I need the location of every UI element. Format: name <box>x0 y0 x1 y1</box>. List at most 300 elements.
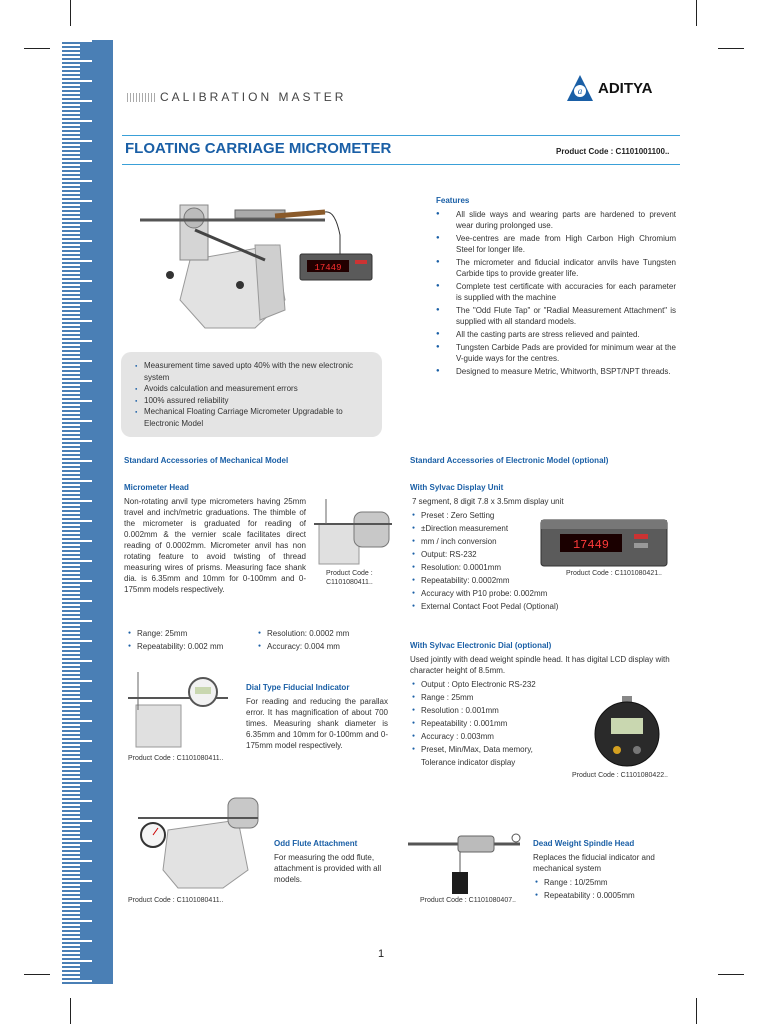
ruler-tick <box>62 144 80 146</box>
ruler-tick <box>62 380 92 382</box>
ruler-tick <box>62 684 80 686</box>
odd-flute-attachment-image <box>128 790 268 890</box>
ruler-tick <box>62 368 80 370</box>
ruler-tick <box>62 972 80 974</box>
spec-item: ● Repeatability : 0.001mm <box>412 717 560 730</box>
ruler-tick <box>62 464 80 466</box>
ruler-tick <box>62 388 80 390</box>
floating-carriage-micrometer-image <box>135 190 375 335</box>
ruler-tick <box>62 856 80 858</box>
ruler-tick <box>62 140 92 142</box>
ruler-tick <box>62 280 92 282</box>
ruler-tick <box>62 728 80 730</box>
ruler-tick <box>62 924 80 926</box>
ruler-tick <box>62 356 80 358</box>
ruler-tick <box>62 756 80 758</box>
ruler-tick <box>62 360 92 362</box>
ruler-tick <box>62 872 80 874</box>
ruler-tick <box>62 88 80 90</box>
ruler-tick <box>62 272 80 274</box>
ruler-tick <box>62 412 80 414</box>
ruler-tick <box>62 116 80 118</box>
ruler-tick <box>62 80 92 82</box>
crop-mark <box>24 48 50 49</box>
ruler-tick <box>62 320 92 322</box>
ruler-tick <box>62 624 80 626</box>
ruler-tick <box>62 884 80 886</box>
ruler-tick <box>62 240 92 242</box>
ruler-tick <box>62 260 92 262</box>
sylvac-display-unit-image <box>540 518 668 568</box>
ruler-tick <box>62 596 80 598</box>
ruler-tick <box>62 584 80 586</box>
ruler-tick <box>62 536 80 538</box>
ruler-tick <box>62 556 80 558</box>
product-code: Product Code : C1101001100.. <box>556 147 670 156</box>
ruler-tick <box>62 640 92 642</box>
ruler-tick <box>62 196 80 198</box>
ruler-tick <box>62 424 80 426</box>
ruler-tick <box>62 120 92 122</box>
feature-item: ● Complete test certificate with accuracies for each parameter is supplied with the machine <box>436 281 676 303</box>
spec-item: ● Output : Opto Electronic RS-232 <box>412 678 560 691</box>
ruler-tick <box>62 484 80 486</box>
ruler-tick <box>62 692 80 694</box>
ruler-tick <box>62 820 92 822</box>
ruler-tick <box>62 92 80 94</box>
display-reading: 17449 <box>314 263 342 273</box>
ruler-tick <box>62 400 92 402</box>
dial-indicator-title: Dial Type Fiducial Indicator <box>246 683 350 692</box>
summary-item: ● 100% assured reliability <box>135 395 372 407</box>
spec-item: ● Output: RS-232 <box>412 548 582 561</box>
ruler-tick <box>62 192 80 194</box>
ruler-tick <box>62 244 80 246</box>
dead-weight-text: Replaces the fiducial indicator and mechanical system <box>533 853 655 873</box>
dead-weight-specs <box>535 876 675 902</box>
ruler-tick <box>62 572 80 574</box>
brand-text: CALIBRATION MASTER <box>160 90 347 104</box>
ruler-tick <box>62 224 80 226</box>
ruler-tick <box>62 664 80 666</box>
mechanical-accessories-heading: Standard Accessories of Mechanical Model <box>124 456 289 465</box>
ruler-tick <box>62 416 80 418</box>
ruler-tick <box>62 544 80 546</box>
ruler-tick <box>62 824 80 826</box>
ruler-tick <box>62 312 80 314</box>
micrometer-head-text: Non-rotating anvil type micrometers having 25mm travel and inch/metric graduations. The thimble of the micrometer is graduated for reading of 0.002mm & the vernier scale facilitates direct reading of 0.0002mm. Micrometer anvil has non rotating feature to avoid twisting of thread measuring wires of prisms. Measuring face shank dia. is 6.35mm and 10mm for 0-100mm and 0-175mm models respectively. <box>124 497 306 594</box>
summary-item: ● Avoids calculation and measurement errors <box>135 383 372 395</box>
crop-mark <box>718 974 744 975</box>
ruler-tick <box>62 84 80 86</box>
ruler-tick <box>62 708 80 710</box>
ruler-tick <box>62 384 80 386</box>
svg-text:a: a <box>577 86 583 96</box>
ruler-tick <box>62 632 80 634</box>
ruler-tick <box>62 404 80 406</box>
ruler-tick <box>62 764 80 766</box>
ruler-tick <box>62 760 92 762</box>
ruler-tick <box>62 104 80 106</box>
ruler-tick <box>62 888 80 890</box>
ruler-tick <box>62 500 92 502</box>
spec-item: ● Accuracy with P10 probe: 0.002mm <box>412 587 582 600</box>
ruler-tick <box>62 284 80 286</box>
ruler-tick <box>62 672 80 674</box>
spec-item: ● Repeatability: 0.002 mm <box>128 640 258 653</box>
ruler-tick <box>62 268 80 270</box>
ruler-tick <box>62 448 80 450</box>
ruler-tick <box>62 372 80 374</box>
ruler-tick <box>62 520 92 522</box>
ruler-tick <box>62 876 80 878</box>
ruler-tick <box>62 656 80 658</box>
crop-mark <box>70 998 71 1024</box>
ruler-tick <box>62 832 80 834</box>
ruler-tick <box>62 932 80 934</box>
display-unit-code: Product Code : C1101080421.. <box>566 570 662 577</box>
ruler-tick <box>62 96 80 98</box>
divider <box>122 164 680 165</box>
dial-indicator-text: For reading and reducing the parallax error. It has magnification of about 700 times. Measuring shank diameter is 6.35mm and 10mm for 0-100mm and 0-175mm model respectively. <box>246 697 388 750</box>
ruler-tick <box>62 328 80 330</box>
ruler-tick <box>62 840 92 842</box>
ruler-tick <box>62 740 92 742</box>
ruler-tick <box>62 276 80 278</box>
ruler-tick <box>62 768 80 770</box>
ruler-tick <box>62 704 80 706</box>
spec-item: ● Preset : Zero Setting <box>412 509 582 522</box>
ruler-tick <box>62 700 92 702</box>
display-unit-image <box>300 254 372 280</box>
electronic-dial-title: With Sylvac Electronic Dial (optional) <box>410 641 552 650</box>
ruler-tick <box>62 168 80 170</box>
summary-item: ● Mechanical Floating Carriage Micrometer Upgradable to Electronic Model <box>135 406 372 429</box>
ruler-tick <box>62 264 80 266</box>
display-unit-title: With Sylvac Display Unit <box>410 483 504 492</box>
ruler-tick <box>62 428 80 430</box>
ruler-tick <box>62 444 80 446</box>
ruler-tick <box>62 952 80 954</box>
dead-weight-spindle-image <box>408 826 528 896</box>
ruler-tick <box>62 724 80 726</box>
electronic-accessories-heading: Standard Accessories of Electronic Model (optional) <box>410 456 609 465</box>
ruler-tick <box>62 552 80 554</box>
ruler-tick <box>62 504 80 506</box>
ruler-tick <box>62 512 80 514</box>
ruler-tick <box>62 352 80 354</box>
ruler-tick <box>62 52 80 54</box>
ruler-tick <box>62 172 80 174</box>
ruler-tick <box>62 660 92 662</box>
dial-indicator-code: Product Code : C1101080411.. <box>128 755 224 762</box>
ruler-tick <box>62 156 80 158</box>
ruler-tick <box>62 752 80 754</box>
ruler-tick <box>62 600 92 602</box>
feature-item: ● All slide ways and wearing parts are hardened to prevent wear during prolonged use. <box>436 209 676 231</box>
micrometer-head-image <box>314 494 394 569</box>
ruler-tick <box>62 896 80 898</box>
ruler-tick <box>62 332 80 334</box>
ruler-tick <box>62 916 80 918</box>
ruler-tick <box>62 880 92 882</box>
ruler-tick <box>62 72 80 74</box>
spec-item: ● ±Direction measurement <box>412 522 582 535</box>
ruler-tick <box>62 944 80 946</box>
ruler-tick <box>62 468 80 470</box>
ruler-tick <box>62 548 80 550</box>
ruler-tick <box>62 676 80 678</box>
ruler-tick <box>62 828 80 830</box>
divider <box>122 135 680 136</box>
ruler-tick <box>62 712 80 714</box>
ruler-tick <box>62 848 80 850</box>
feature-item: ● The micrometer and fiducial indicator anvils have Tungsten Carbide tips to provide greater life. <box>436 257 676 279</box>
odd-flute-code: Product Code : C1101080411.. <box>128 897 224 904</box>
ruler-tick <box>62 252 80 254</box>
ruler-tick <box>62 608 80 610</box>
ruler-tick <box>62 124 80 126</box>
ruler-tick <box>62 348 80 350</box>
ruler-tick <box>62 220 92 222</box>
ruler-tick <box>62 216 80 218</box>
display-unit-reading: 17449 <box>572 538 610 552</box>
ruler-tick <box>62 816 80 818</box>
ruler-tick <box>62 76 80 78</box>
ruler-tick <box>62 808 80 810</box>
electronic-dial-text: Used jointly with dead weight spindle head. It has digital LCD display with character height of 8.5mm. <box>410 655 670 675</box>
ruler-tick <box>62 108 80 110</box>
ruler-tick <box>62 736 80 738</box>
electronic-dial-image <box>592 696 667 771</box>
ruler-tick <box>62 716 80 718</box>
ruler-tick <box>62 476 80 478</box>
ruler-tick <box>62 316 80 318</box>
ruler-tick <box>62 408 80 410</box>
ruler-tick <box>62 100 92 102</box>
ruler-tick <box>62 688 80 690</box>
ruler-tick <box>62 836 80 838</box>
odd-flute-title: Odd Flute Attachment <box>274 839 358 848</box>
ruler-tick <box>62 968 80 970</box>
brand-header <box>127 90 346 104</box>
ruler-tick <box>62 784 80 786</box>
crop-mark <box>696 0 697 26</box>
spec-item: ● Resolution: 0.0001mm <box>412 561 582 574</box>
ruler-tick <box>62 364 80 366</box>
ruler-tick <box>62 920 92 922</box>
ruler-tick <box>62 200 92 202</box>
ruler-tick <box>62 748 80 750</box>
micrometer-head-code: Product Code : C1101080411.. <box>326 570 373 586</box>
ruler-tick <box>62 580 92 582</box>
ruler-tick <box>62 868 80 870</box>
ruler-tick <box>62 480 92 482</box>
ruler-tick <box>62 440 92 442</box>
ruler-tick <box>62 396 80 398</box>
spec-item: ● Accuracy : 0.003mm <box>412 730 560 743</box>
micrometer-specs-right <box>258 627 388 653</box>
ruler-tick <box>62 540 92 542</box>
ruler-tick <box>62 532 80 534</box>
ruler-tick <box>62 188 80 190</box>
ruler-tick <box>62 976 80 978</box>
ruler-tick <box>62 936 80 938</box>
ruler-tick <box>62 392 80 394</box>
ruler-tick <box>62 176 80 178</box>
ruler-tick <box>62 900 92 902</box>
ruler-tick <box>62 960 92 962</box>
ruler-tick <box>62 324 80 326</box>
display-unit-text: 7 segment, 8 digit 7.8 x 3.5mm display unit <box>412 497 564 506</box>
dead-weight-title: Dead Weight Spindle Head <box>533 839 635 848</box>
feature-item: ● All the casting parts are stress relieved and painted. <box>436 329 676 340</box>
spec-item: ● Resolution : 0.001mm <box>412 704 560 717</box>
feature-item: ● Designed to measure Metric, Whitworth, BSPT/NPT threads. <box>436 366 676 377</box>
ruler-tick <box>62 892 80 894</box>
ruler-tick <box>62 956 80 958</box>
ruler-tick <box>62 180 92 182</box>
crop-mark <box>70 0 71 26</box>
ruler-tick <box>62 488 80 490</box>
ruler-tick <box>62 460 92 462</box>
ruler-tick <box>62 212 80 214</box>
ruler-tick <box>62 576 80 578</box>
ruler-tick <box>62 564 80 566</box>
ruler-tick <box>62 904 80 906</box>
ruler-tick <box>62 668 80 670</box>
brand-bars-icon <box>127 93 157 102</box>
ruler-tick <box>62 864 80 866</box>
ruler-tick <box>62 652 80 654</box>
ruler-tick <box>62 732 80 734</box>
ruler-tick <box>62 248 80 250</box>
ruler-tick <box>62 436 80 438</box>
ruler-tick <box>62 164 80 166</box>
crop-mark <box>718 48 744 49</box>
ruler-tick <box>62 56 80 58</box>
spec-item: ● Repeatability: 0.0002mm <box>412 574 582 587</box>
ruler-tick <box>62 912 80 914</box>
electronic-dial-specs <box>412 678 560 769</box>
ruler-tick <box>62 804 80 806</box>
ruler-tick <box>62 232 80 234</box>
ruler-tick <box>62 296 80 298</box>
decorative-ruler <box>62 40 113 984</box>
ruler-tick <box>62 152 80 154</box>
ruler-tick <box>62 940 92 942</box>
ruler-tick <box>62 456 80 458</box>
dead-weight-code: Product Code : C1101080407.. <box>420 897 516 904</box>
ruler-tick <box>62 492 80 494</box>
ruler-tick <box>62 788 80 790</box>
ruler-tick <box>62 48 80 50</box>
ruler-tick <box>62 40 92 42</box>
ruler-tick <box>62 204 80 206</box>
ruler-tick <box>62 420 92 422</box>
ruler-tick <box>62 964 80 966</box>
ruler-tick <box>62 620 92 622</box>
ruler-tick <box>62 780 92 782</box>
ruler-tick <box>62 256 80 258</box>
ruler-tick <box>62 528 80 530</box>
ruler-tick <box>62 112 80 114</box>
ruler-tick <box>62 340 92 342</box>
features-heading: Features <box>436 196 470 205</box>
spec-item: ● Range : 25mm <box>412 691 560 704</box>
ruler-tick <box>62 376 80 378</box>
spec-item: ● Accuracy: 0.004 mm <box>258 640 388 653</box>
feature-item: ● Tungsten Carbide Pads are provided for minimum wear at the V-guide ways for the centres. <box>436 342 676 364</box>
feature-item: ● Vee-centres are made from High Carbon High Chromium Steel for longer life. <box>436 233 676 255</box>
spec-item: ● Range : 10/25mm <box>535 876 675 889</box>
ruler-tick <box>62 336 80 338</box>
ruler-tick <box>62 792 80 794</box>
ruler-tick <box>62 148 80 150</box>
ruler-tick <box>62 128 80 130</box>
ruler-tick <box>62 344 80 346</box>
ruler-tick <box>62 680 92 682</box>
ruler-tick <box>62 132 80 134</box>
ruler-tick <box>62 844 80 846</box>
logo-text: ADITYA <box>598 79 653 97</box>
ruler-tick <box>62 928 80 930</box>
ruler-tick <box>62 44 80 46</box>
ruler-tick <box>62 796 80 798</box>
ruler-tick <box>62 800 92 802</box>
crop-mark <box>24 974 50 975</box>
ruler-tick <box>62 452 80 454</box>
ruler-tick <box>62 228 80 230</box>
page-title: FLOATING CARRIAGE MICROMETER <box>125 140 392 157</box>
odd-flute-text: For measuring the odd flute, attachment is provided with all models. <box>274 853 382 884</box>
crop-mark <box>696 998 697 1024</box>
micrometer-specs-left <box>128 627 258 653</box>
ruler-tick <box>62 588 80 590</box>
ruler-tick <box>62 852 80 854</box>
ruler-tick <box>62 236 80 238</box>
ruler-tick <box>62 980 92 982</box>
ruler-tick <box>62 300 92 302</box>
summary-item: ● Measurement time saved upto 40% with the new electronic system <box>135 360 372 383</box>
ruler-tick <box>62 508 80 510</box>
ruler-tick <box>62 612 80 614</box>
aditya-logo <box>566 72 652 104</box>
feature-item: ● The "Odd Flute Tap" or "Radial Measurement Attachment" is supplied with all standard models. <box>436 305 676 327</box>
ruler-tick <box>62 636 80 638</box>
ruler-tick <box>62 60 92 62</box>
ruler-tick <box>62 772 80 774</box>
aditya-triangle-icon <box>566 73 594 103</box>
ruler-tick <box>62 948 80 950</box>
ruler-tick <box>62 616 80 618</box>
features-section <box>436 196 676 377</box>
spec-item: ● Resolution: 0.0002 mm <box>258 627 388 640</box>
ruler-tick <box>62 472 80 474</box>
ruler-tick <box>62 432 80 434</box>
ruler-tick <box>62 68 80 70</box>
ruler-tick <box>62 308 80 310</box>
ruler-tick <box>62 860 92 862</box>
ruler-tick <box>62 516 80 518</box>
ruler-tick <box>62 208 80 210</box>
ruler-tick <box>62 304 80 306</box>
ruler-tick <box>62 604 80 606</box>
ruler-tick <box>62 644 80 646</box>
ruler-tick <box>62 560 92 562</box>
ruler-tick <box>62 568 80 570</box>
micrometer-head-title: Micrometer Head <box>124 483 189 492</box>
